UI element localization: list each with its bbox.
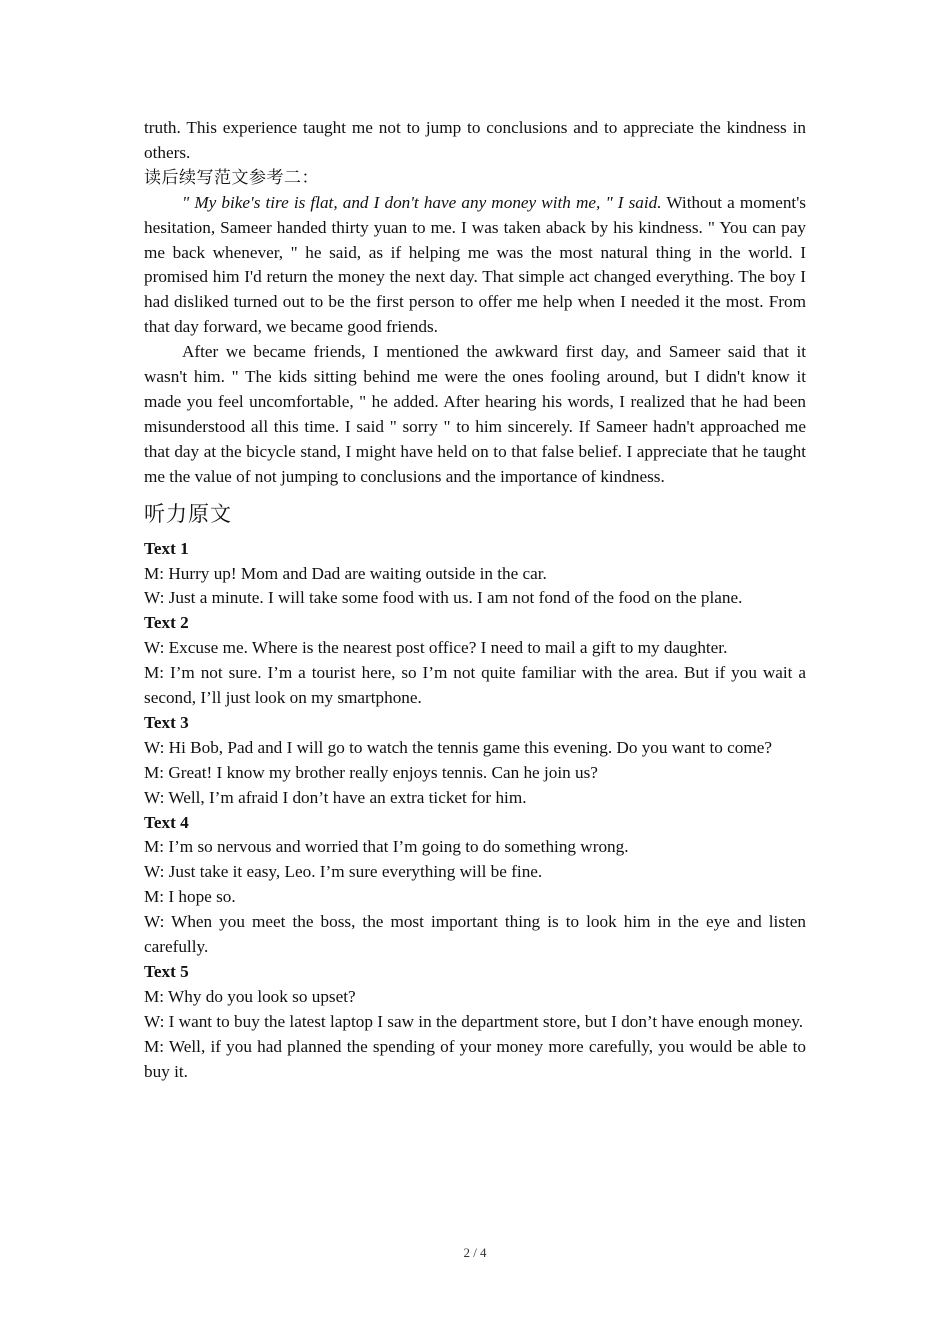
text-5-block bbox=[144, 960, 806, 1085]
dialogue-line: M: I hope so. bbox=[144, 887, 236, 907]
essay-paragraph-2: After we became friends, I mentioned the awkward first day, and Sameer said that it wasn't him. " The kids sitting behind me were the ones fooling around, but I didn't know it made you feel uncomfortable, " he added. After hearing his words, I realized that he had been misunderstood all this time. I said " sorry " to him sincerely. If Sameer hadn't approached me that day at the bicycle stand, I might have held on to that false belief. I appreciate that he taught me the value of not jumping to conclusions and the importance of kindness. bbox=[144, 342, 806, 486]
text-2-title: Text 2 bbox=[144, 613, 189, 633]
dialogue-line: M: Great! I know my brother really enjoys tennis. Can he join us? bbox=[144, 762, 598, 782]
essay-paragraph-1 bbox=[144, 191, 806, 340]
dialogue-line: M: Hurry up! Mom and Dad are waiting outside in the car. bbox=[144, 563, 547, 583]
text-2-block bbox=[144, 611, 806, 711]
text-5-title: Text 5 bbox=[144, 962, 189, 981]
dialogue-line: M: Well, if you had planned the spending of your money more carefully, you would be able to buy it. bbox=[144, 1036, 806, 1081]
text-3-title: Text 3 bbox=[144, 712, 189, 732]
text-1-block bbox=[144, 537, 806, 612]
dialogue-line: M: I’m so nervous and worried that I’m going to do something wrong. bbox=[144, 837, 629, 857]
listening-heading: 听力原文 bbox=[144, 501, 232, 526]
text-4-block bbox=[144, 811, 806, 960]
dialogue-line: W: Just a minute. I will take some food with us. I am not fond of the food on the plane. bbox=[144, 588, 743, 608]
text-4-title: Text 4 bbox=[144, 812, 189, 832]
essay-paragraph-1-rest: Without a moment's hesitation, Sameer handed thirty yuan to me. I was taken aback by his kindness. " You can pay me back whenever, " he said, as if helping me was the most natural thing in the world. I promised him I'd return the money the next day. That simple act changed everything. The boy I had disliked turned out to be the first person to offer me help when I needed it the most. From that day forward, we became good friends. bbox=[144, 192, 806, 337]
text-3-block bbox=[144, 711, 806, 811]
dialogue-line: W: When you meet the boss, the most important thing is to look him in the eye and listen carefully. bbox=[144, 912, 806, 957]
essay-continuation: truth. This experience taught me not to jump to conclusions and to appreciate the kindness in others. bbox=[144, 118, 806, 162]
essay-reference-label: 读后续写范文参考二： bbox=[144, 167, 319, 187]
document-body bbox=[144, 116, 806, 1085]
dialogue-line: W: Well, I’m afraid I don’t have an extra ticket for him. bbox=[144, 787, 527, 807]
text-1-title: Text 1 bbox=[144, 538, 189, 558]
page-number: 2 / 4 bbox=[463, 1245, 487, 1260]
dialogue-line: W: Excuse me. Where is the nearest post office? I need to mail a gift to my daughter. bbox=[144, 638, 728, 658]
dialogue-line: W: I want to buy the latest laptop I saw in the department store, but I don’t have enough money. bbox=[144, 1011, 804, 1031]
essay-quote: " My bike's tire is flat, and I don't have any money with me, " I said. bbox=[182, 192, 662, 212]
dialogue-line: W: Just take it easy, Leo. I’m sure everything will be fine. bbox=[144, 862, 543, 882]
dialogue-line: M: Why do you look so upset? bbox=[144, 986, 356, 1006]
dialogue-line: M: I’m not sure. I’m a tourist here, so I’m not quite familiar with the area. But if you wait a second, I’ll just look on my smartphone. bbox=[144, 663, 806, 708]
dialogue-line: W: Hi Bob, Pad and I will go to watch the tennis game this evening. Do you want to come? bbox=[144, 737, 773, 757]
